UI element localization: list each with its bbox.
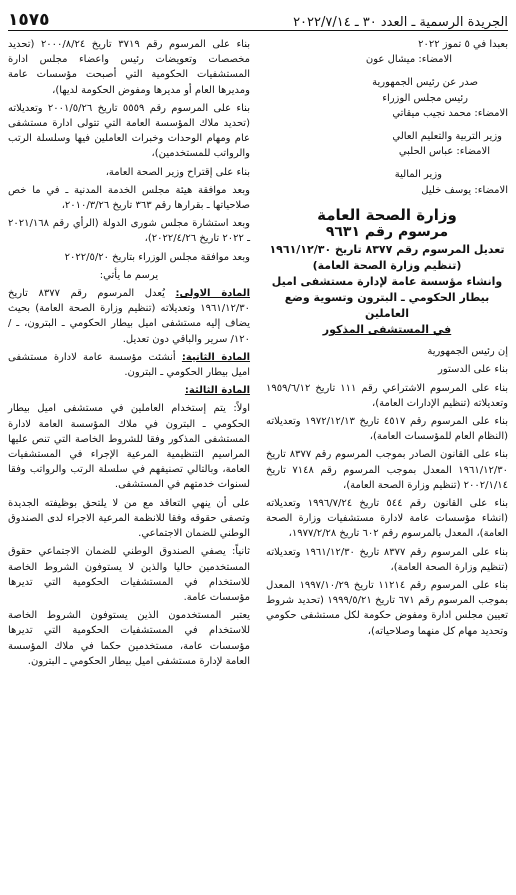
signature-issued-by: صدر عن رئيس الجمهورية: [372, 77, 478, 89]
preamble-paragraph: وبعد استشارة مجلس شورى الدولة (الرأي رقم ٢٠٢١/١٦٨ ـ ٢٠٢٢ تاريخ ٢٠٢٢/٤/٢٦)،: [8, 218, 250, 245]
article-2: [8, 350, 250, 380]
page-header: [8, 6, 508, 31]
left-column: [8, 37, 250, 672]
right-column: [266, 37, 508, 672]
two-column-body: [8, 37, 508, 672]
signature-pm-name: الامضاء: محمد نجيب ميقاتي: [392, 107, 508, 119]
preamble-paragraph: بناء على المرسوم رقم ٥٥٥٩ تاريخ ٢٠٠١/٥/٢٦ وتعديلاته (تحديد ملاك المؤسسة العامة التي تتولى ادارة مستشفى عام ومهام الوحدات وخبرات العاملين فيها وسلسلة الرتب والرواتب للمستخدمين)،: [8, 102, 250, 160]
preamble-paragraph: بناء على إقتراح وزير الصحة العامة،: [105, 166, 250, 178]
preamble-paragraph: بناء على المرسوم الاشتراعي رقم ١١١ تاريخ ١٩٥٩/٦/١٢ وتعديلاته (تنظيم الإدارات العامة)،: [266, 382, 508, 409]
preamble-paragraph: بناء على المرسوم رقم ٣٧١٩ تاريخ ٢٠٠٠/٨/٢٤ (تحديد مخصصات وتعويضات رئيس واعضاء مجلس ادارة المستشفيات الحكومية التي أصبحت مؤسسات عامة ومديرها العام أو مديرها ومفوض الحكومة لديها)،: [8, 39, 250, 96]
signature-education-title: وزير التربية والتعليم العالي: [392, 131, 502, 143]
decree-title-line-2: (تنظيم وزارة الصحة العامة): [312, 259, 462, 273]
signature-pm-title: رئيس مجلس الوزراء: [382, 92, 468, 104]
signature-finance-title: وزير المالية: [394, 169, 442, 181]
preamble-paragraph: بناء على المرسوم رقم ١١٢١٤ تاريخ ١٩٩٧/١٠/٢٩ المعدل بموجب المرسوم رقم ٦٧١ تاريخ ١٩٩٩/٥/٢١ (تحديد شروط تعيين مجلس ادارة ومفوض حكومة لكل مستشفى حكومي وتحديد مهام كل منهما وصلاحياته)،: [266, 580, 508, 637]
page-number: ١٥٧٥: [8, 10, 50, 30]
decree-title-line-4: في المستشفى المذكور: [322, 323, 452, 337]
signature-date: بعبدا في ٥ تموز ٢٠٢٢: [418, 39, 508, 50]
article-1-text: يُعدل المرسوم رقم ٨٣٧٧ تاريخ ١٩٦١/١٢/٣٠ وتعديلاته (تنظيم وزارة الصحة العامة) بحيث يضاف إليه مستشفى اميل بيطار الحكومي ـ البترون، ـ /١٢٠/ سرير والباقي دون تعديل.: [8, 288, 250, 345]
article-3-paragraph: اولاً: يتم إستخدام العاملين في مستشفى اميل بيطار الحكومي ـ البترون في ملاك المؤسسة العامة لادارة المستشفى المذكور وفقا للشروط الخاصة التي تنص عليها المراسيم التنظيمية المرعية الإجراء في المستشفيات العامة، وبالتالي تصنيفهم في سلسلة الرتب والرواتب وفقا لسنوات خدمتهم في المستشفى.: [8, 403, 250, 491]
preamble-paragraph: بناء على الدستور: [438, 364, 508, 376]
decree-title-line-3: وانشاء مؤسسة عامة لإدارة مستشفى اميل بيطار الحكومي ـ البترون وتسوية وضع العاملين: [271, 275, 503, 321]
preamble-paragraph: وبعد موافقة هيئة مجلس الخدمة المدنية ـ في ما خص صلاحياتها ـ بقرارها رقم ٣٦٣ تاريخ ٢٠١٠/٣/٢٦،: [8, 184, 250, 212]
preamble-paragraph: بناء على القانون الصادر بموجب المرسوم رقم ٨٣٧٧ تاريخ ١٩٦١/١٢/٣٠ المعدل بموجب المرسوم رقم ٧١٤٨ تاريخ ٢٠٠٢/١/١٤ (تنظيم وزارة الصحة العامة)،: [266, 449, 508, 491]
decree-intro: إن رئيس الجمهورية: [427, 346, 508, 358]
article-3-paragraph: يعتبر المستخدمون الذين يستوفون الشروط الخاصة للاستخدام في المستشفيات الحكومية التي تديرها مؤسسات عامة، مستخدمين حكما في ملاك المؤسسة العامة لإدارة مستشفى اميل بيطار الحكومي ـ البترون.: [8, 610, 250, 667]
signature-education-name: الامضاء: عباس الحلبي: [398, 146, 490, 158]
article-1-heading: المادة الاولى:: [175, 288, 250, 300]
decree-number: مرسوم رقم ٩٦٣١: [325, 224, 449, 241]
article-3-heading: المادة الثالثة:: [184, 385, 250, 397]
article-2-text: أنشئت مؤسسة عامة لادارة مستشفى اميل بيطار الحكومي ـ البترون.: [8, 351, 250, 379]
decrees-statement: يرسم ما يأتي:: [99, 269, 159, 281]
article-2-heading: المادة الثانية:: [181, 351, 251, 363]
preamble-paragraph: بناء على المرسوم رقم ٨٣٧٧ تاريخ ١٩٦١/١٢/٣٠ وتعديلاته (تنظيم وزارة الصحة العامة)،: [266, 546, 508, 573]
decree-title-line-1: تعديل المرسوم رقم ٨٣٧٧ تاريخ ١٩٦١/١٢/٣٠: [269, 243, 505, 257]
preamble-paragraph: وبعد موافقة مجلس الوزراء بتاريخ ٢٠٢٢/٥/٢٠: [64, 251, 250, 263]
article-3-paragraph: على أن ينهي التعاقد مع من لا يلتحق بوظيفته الجديدة وتصفى حقوقه وفقا للانظمة المرعية الاجراء لدى الصندوق الوطني للضمان الاجتماعي.: [8, 497, 250, 540]
decree-title: [266, 242, 508, 338]
signature-finance-name: الامضاء: يوسف خليل: [421, 184, 508, 196]
preamble-paragraph: بناء على المرسوم رقم ٤٥١٧ تاريخ ١٩٧٢/١٢/١٣ وتعديلاته (النظام العام للمؤسسات العامة)،: [266, 416, 508, 443]
ministry-heading: وزارة الصحة العامة: [317, 205, 457, 224]
preamble-paragraph: بناء على القانون رقم ٥٤٤ تاريخ ١٩٩٦/٧/٢٤ وتعديلاته (انشاء مؤسسات عامة لادارة مستشفيات وزارة الصحة العامة)، المعدل بالمرسوم رقم ٦٠٢ تاريخ ١٩٧٧/٢/٢٨،: [266, 498, 508, 540]
gazette-issue-title: الجريدة الرسمية ـ العدد ٣٠ ـ ٢٠٢٢/٧/١٤: [293, 15, 508, 30]
signature-president: الامضاء: ميشال عون: [365, 54, 452, 66]
article-3-paragraph: ثانياً: يصفي الصندوق الوطني للضمان الاجتماعي حقوق المستخدمين حاليا والذين لا يستوفون الشروط الخاصة للاستخدام في المستشفيات الحكومية التي تديرها مؤسسات عامة.: [8, 546, 250, 603]
article-1: [8, 286, 250, 347]
